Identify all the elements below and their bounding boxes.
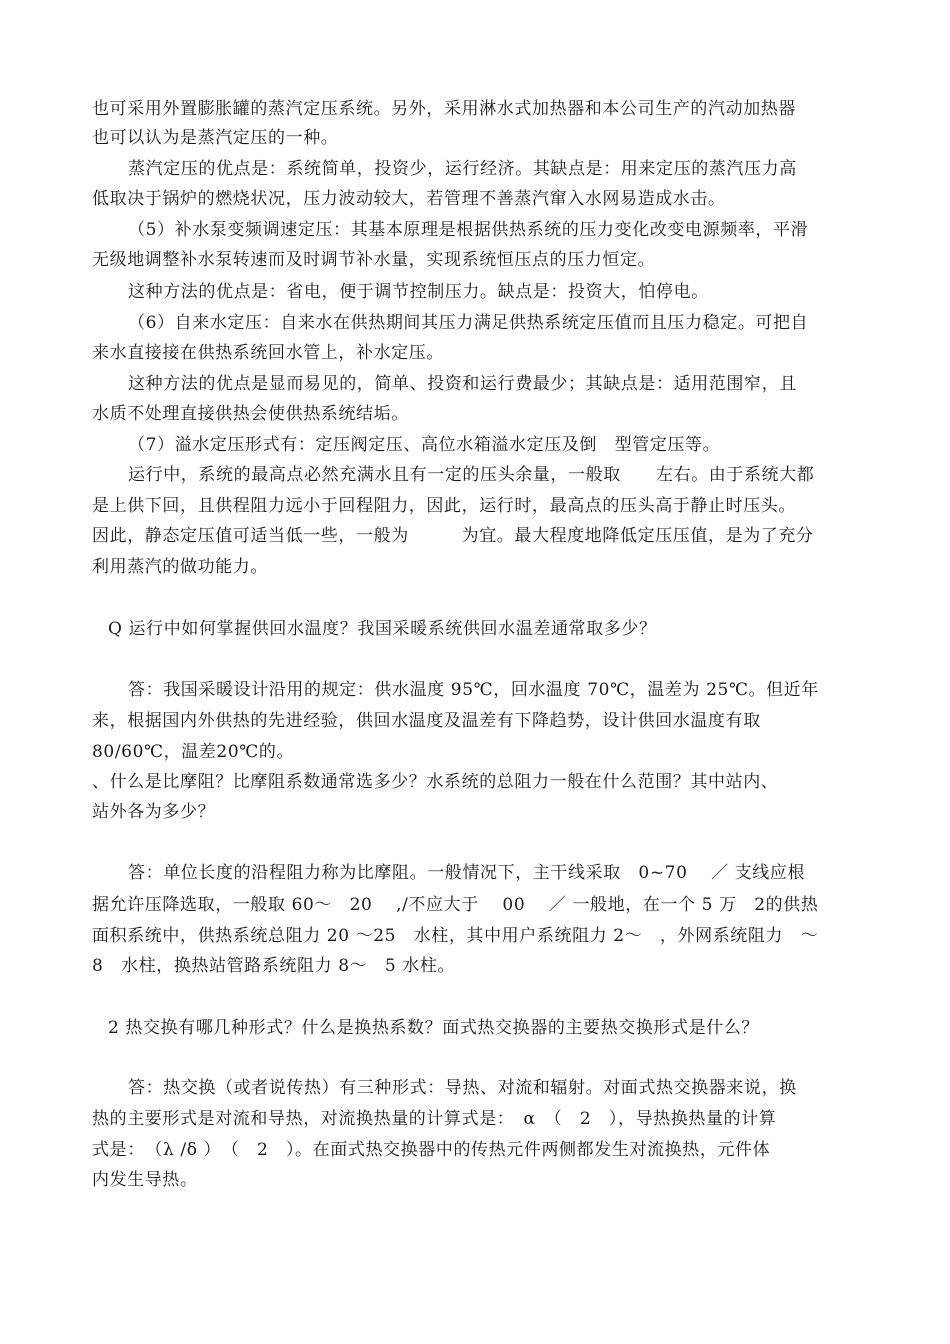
text-line: 80/60℃，温差20℃的。 xyxy=(92,742,295,762)
text-line: 答：单位长度的沿程阻力称为比摩阻。一般情况下，主干线采取 0~70 ／ 支线应根 xyxy=(128,863,806,883)
text-line: （7）溢水定压形式有：定压阀定压、高位水箱溢水定压及倒 型管定压等。 xyxy=(128,435,721,455)
text-line: 低取决于锅炉的燃烧状况，压力波动较大，若管理不善蒸汽窜入水网易造成水击。 xyxy=(92,189,726,209)
text-line: （5）补水泵变频调速定压：其基本原理是根据供热系统的压力变化改变电源频率，平滑 xyxy=(128,220,809,240)
question-heading: 站外各为多少？ xyxy=(92,802,216,822)
text-line: 答：我国采暖设计沿用的规定：供水温度 95℃，回水温度 70℃，温差为 25℃。但近年 xyxy=(128,680,819,700)
text-line: 内发生导热。 xyxy=(92,1170,198,1190)
text-line: 面积系统中，供热系统总阻力 20 ～25 水柱，其中用户系统阻力 2～ ，外网系统阻力 ～ xyxy=(92,926,819,946)
text-line: 是上供下回，且供程阻力远小于回程阻力，因此，运行时，最高点的压头高于静止时压头。 xyxy=(92,496,796,516)
question-heading: 、什么是比摩阻？比摩阻系数通常选多少？水系统的总阻力一般在什么范围？其中站内、 xyxy=(92,772,779,792)
text-line: 水质不处理直接供热会使供热系统结垢。 xyxy=(92,404,409,424)
text-line: 无级地调整补水泵转速而及时调节补水量，实现系统恒压点的压力恒定。 xyxy=(92,250,656,270)
question-heading: Q 运行中如何掌握供回水温度？我国采暖系统供回水温差通常取多少？ xyxy=(108,619,657,639)
text-line: （6）自来水定压：自来水在供热期间其压力满足供热系统定压值而且压力稳定。可把自 xyxy=(128,313,809,333)
text-line: 答：热交换（或者说传热）有三种形式：导热、对流和辐射。对面式热交换器来说，换 xyxy=(128,1078,797,1098)
text-line: 据允许压降选取，一般取 60～ 20 ,/不应大于 00 ／ 一般地，在一个 5 万 2的供热 xyxy=(92,895,819,915)
text-line: 8 水柱，换热站管路系统阻力 8～ 5 水柱。 xyxy=(92,956,456,976)
text-line: 热的主要形式是对流和导热，对流换热量的计算式是： α （ 2 ），导热换热量的计算 xyxy=(92,1109,777,1129)
text-line: 蒸汽定压的优点是：系统简单，投资少，运行经济。其缺点是：用来定压的蒸汽压力高 xyxy=(128,159,797,179)
text-line: 这种方法的优点是显而易见的，简单、投资和运行费最少；其缺点是：适用范围窄，且 xyxy=(128,374,797,394)
text-line: 来水直接接在供热系统回水管上，补水定压。 xyxy=(92,343,444,363)
text-line: 式是： （λ /δ ） （ 2 ）。在面式热交换器中的传热元件两侧都发生对流换热，元件体 xyxy=(92,1140,771,1160)
text-line: 利用蒸汽的做功能力。 xyxy=(92,557,268,577)
text-line: 也可采用外置膨胀罐的蒸汽定压系统。另外，采用淋水式加热器和本公司生产的汽动加热器 xyxy=(92,99,796,119)
text-line: 因此，静态定压值可适当低一些，一般为 为宜。最大程度地降低定压压值，是为了充分 xyxy=(92,526,814,546)
text-line: 来，根据国内外供热的先进经验，供回水温度及温差有下降趋势，设计供回水温度有取 xyxy=(92,711,761,731)
text-line: 运行中，系统的最高点必然充满水且有一定的压头余量，一般取 左右。由于系统大都 xyxy=(128,465,815,485)
question-heading: 2 热交换有哪几种形式？什么是换热系数？面式热交换器的主要热交换形式是什么？ xyxy=(108,1018,760,1038)
text-line: 也可以认为是蒸汽定压的一种。 xyxy=(92,128,339,148)
text-line: 这种方法的优点是：省电，便于调节控制压力。缺点是：投资大，怕停电。 xyxy=(128,282,709,302)
